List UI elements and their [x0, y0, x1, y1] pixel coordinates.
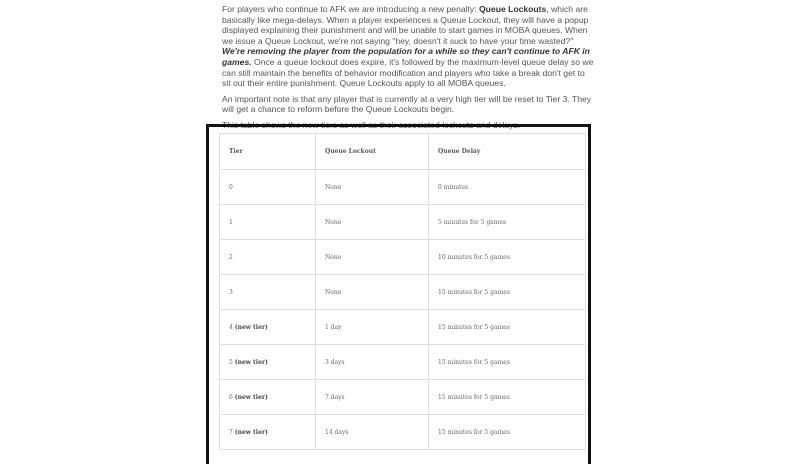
header-queue-lockout: Queue Lockout	[316, 134, 429, 170]
lockout-cell: None	[316, 170, 429, 205]
lockout-cell: 3 days	[316, 345, 429, 380]
delay-cell: 5 minutes for 5 games	[429, 205, 586, 240]
header-tier: Tier	[220, 134, 316, 170]
tier-number: 3	[229, 288, 233, 296]
tier-number: 5	[229, 358, 233, 366]
lockout-cell: None	[316, 275, 429, 310]
table-row	[220, 170, 586, 205]
new-tier-tag: (new tier)	[234, 428, 268, 436]
new-tier-tag: (new tier)	[234, 358, 268, 366]
intro-text-a: For players who continue to AFK we are introducing a new penalty:	[222, 4, 479, 14]
tier-cell	[220, 275, 316, 310]
intro-paragraph	[222, 4, 594, 89]
tier-reset-paragraph: An important note is that any player that is currently at a very high tier will be reset to Tier 3. They will get a chance to reform before the Queue Lockouts begin.	[222, 93, 592, 115]
tier-number: 6	[229, 393, 233, 401]
tier-number: 1	[229, 218, 233, 226]
delay-cell: 10 minutes for 5 games	[429, 240, 586, 275]
intro-text-c: , which are basically like mega-delays. When a player experiences a Queue Lockout, they will have a popup displayed explaining their punishment and will be unable to start games in MOBA queues. When we issue a Queue Lockout, we're not saying "hey, doesn't it suck to have your time wasted?"	[222, 4, 589, 46]
tier-cell	[220, 205, 316, 240]
lockout-cell: None	[316, 205, 429, 240]
tier-cell	[220, 310, 316, 345]
table-row	[220, 205, 586, 240]
new-tier-tag: (new tier)	[234, 393, 268, 401]
tier-cell	[220, 415, 316, 450]
lockout-cell: 7 days	[316, 380, 429, 415]
table-row	[220, 310, 586, 345]
delay-cell: 15 minutes for 5 games	[429, 415, 586, 450]
delay-cell: 15 minutes for 5 games	[429, 310, 586, 345]
table-intro-paragraph: This table shows the new tiers as well as their associated lockouts and delays.	[222, 119, 521, 130]
tier-number: 0	[229, 183, 233, 191]
queue-lockouts-term: Queue Lockouts	[479, 4, 547, 14]
delay-cell: 15 minutes for 5 games	[429, 345, 586, 380]
tier-number: 2	[229, 253, 233, 261]
table-row	[220, 240, 586, 275]
new-tier-tag: (new tier)	[234, 323, 268, 331]
delay-cell: 15 minutes for 5 games	[429, 380, 586, 415]
table-row	[220, 380, 586, 415]
tier-cell	[220, 345, 316, 380]
article-body	[222, 4, 594, 136]
tier-cell	[220, 240, 316, 275]
table-row	[220, 275, 586, 310]
delay-cell: 15 minutes for 5 games	[429, 275, 586, 310]
tier-number: 4	[229, 323, 233, 331]
delay-cell: 0 minutes	[429, 170, 586, 205]
penalty-tiers-table	[219, 133, 586, 450]
lockout-cell: None	[316, 240, 429, 275]
tier-cell	[220, 170, 316, 205]
header-queue-delay: Queue Delay	[429, 134, 586, 170]
table-frame	[206, 124, 591, 464]
table-row	[220, 415, 586, 450]
table-row	[220, 345, 586, 380]
tier-cell	[220, 380, 316, 415]
tier-number: 7	[229, 428, 233, 436]
table-header-row	[220, 134, 586, 170]
lockout-cell: 1 day	[316, 310, 429, 345]
lockout-cell: 14 days	[316, 415, 429, 450]
intro-text-e: Once a queue lockout does expire, it's followed by the maximum-level queue delay so we can still maintain the benefits of behavior modification and players who take a break don't get to sit out their entire punishment. Queue Lockouts apply to all MOBA queues.	[222, 56, 594, 89]
emphasis-statement: We're removing the player from the population for a while so they can't continue to AFK in games.	[222, 46, 590, 67]
